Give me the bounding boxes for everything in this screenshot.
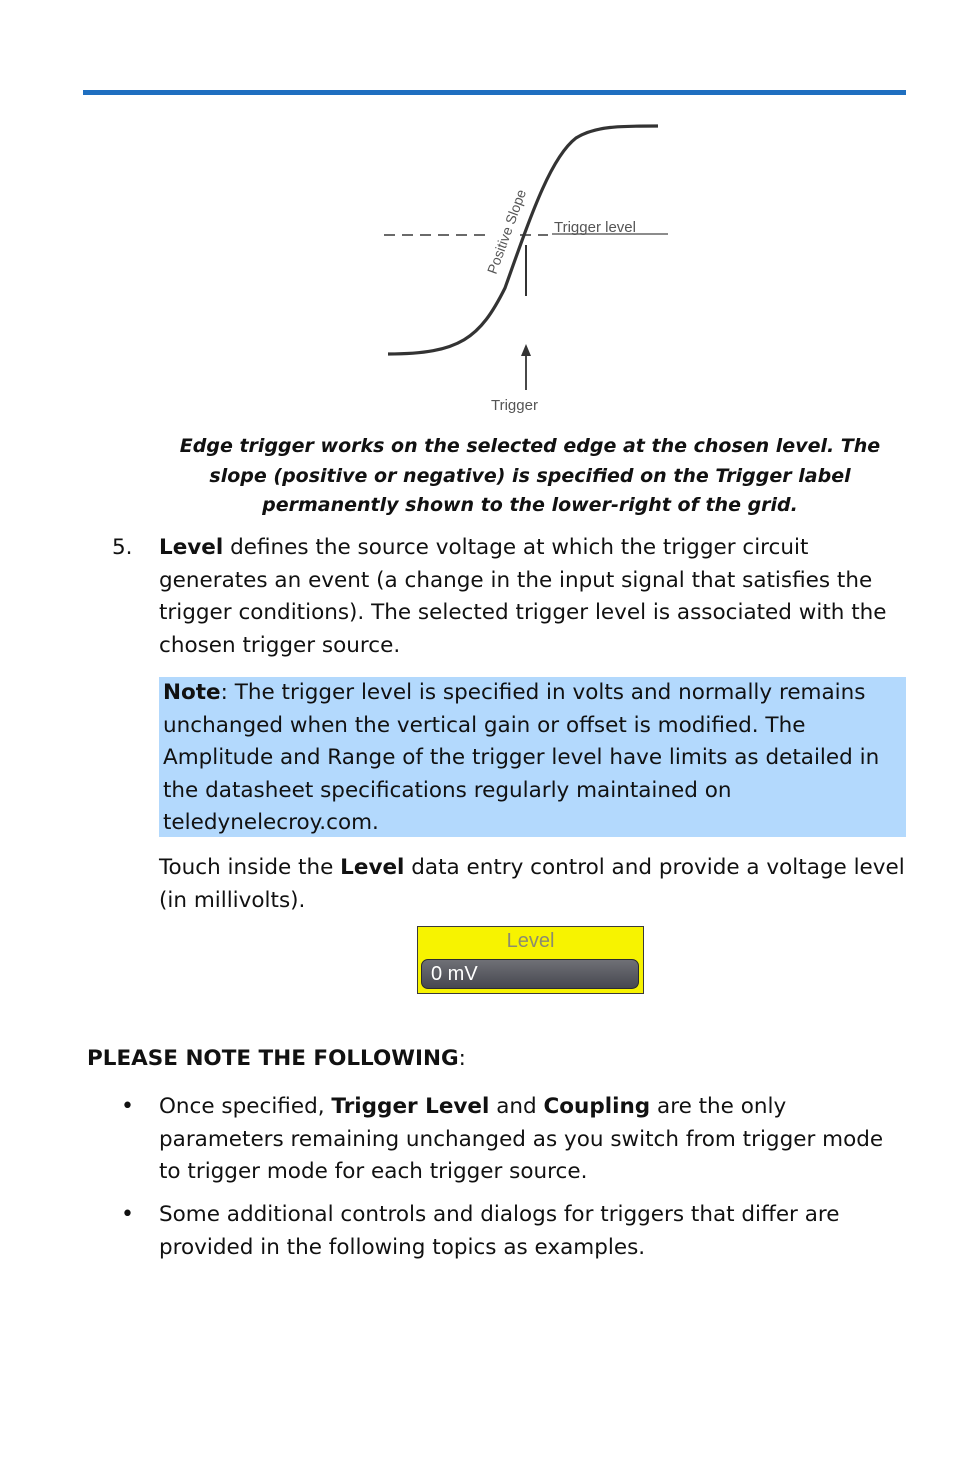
term-coupling: Coupling [543,1094,651,1119]
bullet-text [159,1091,904,1189]
list-item-text [159,532,904,662]
term-level-2: Level [340,855,405,880]
term-level: Level [159,535,224,560]
trigger-label: Trigger [491,397,538,414]
note-body: : The trigger level is specified in volts and normally remains unchanged when the vertical gain or offset is modified. The Amplitude and Range of the trigger level have limits as detailed in the datasheet specifications regularly maintained on teledynelecroy.com. [163,680,880,835]
level-control[interactable] [417,926,644,994]
positive-slope-label: Positive Slope [483,187,530,277]
figure-caption: Edge trigger works on the selected edge at the chosen level. The slope (positive or negative) is specified on the Trigger label permanently shown to the lower-right of the grid. [179,435,881,516]
bullet-text-part: are the only parameters remaining unchanged as you switch from trigger mode to trigger mode for each trigger source. [159,1094,884,1184]
positive-slope-curve [388,126,658,354]
touch-instruction [159,852,909,917]
please-note-colon: : [458,1046,466,1071]
note-box [159,677,906,837]
note-label: Note [163,680,221,705]
term-trigger-level: Trigger Level [331,1094,490,1119]
bullet-marker: • [121,1094,134,1119]
level-input[interactable] [421,959,639,989]
edge-trigger-diagram [380,118,680,420]
edge-trigger-figure [380,118,680,420]
bullet-text: Some additional controls and dialogs for triggers that differ are provided in the following topics as examples. [159,1202,840,1260]
bullet-text-part: Once specified, [159,1094,332,1119]
level-control-label: Level [506,930,555,952]
please-note-heading [87,1043,466,1076]
bullet-text-part: and [489,1094,544,1119]
trigger-arrow-head [521,344,531,356]
touch-text-start: Touch inside the [159,855,341,880]
trigger-level-label: Trigger level [554,219,636,236]
please-note-title: PLEASE NOTE THE FOLLOWING [87,1046,459,1071]
header-rule [83,90,906,95]
list-number: 5. [112,535,133,560]
touch-text-end: data entry control and provide a voltage level (in millivolts). [159,855,905,913]
bullet-marker: • [121,1202,134,1227]
level-value: 0 mV [431,963,478,985]
level-description: defines the source voltage at which the trigger circuit generates an event (a change in the input signal that satisfies the trigger conditions). The selected trigger level is associated with the chosen trigger source. [159,535,887,658]
note-text [163,677,898,840]
